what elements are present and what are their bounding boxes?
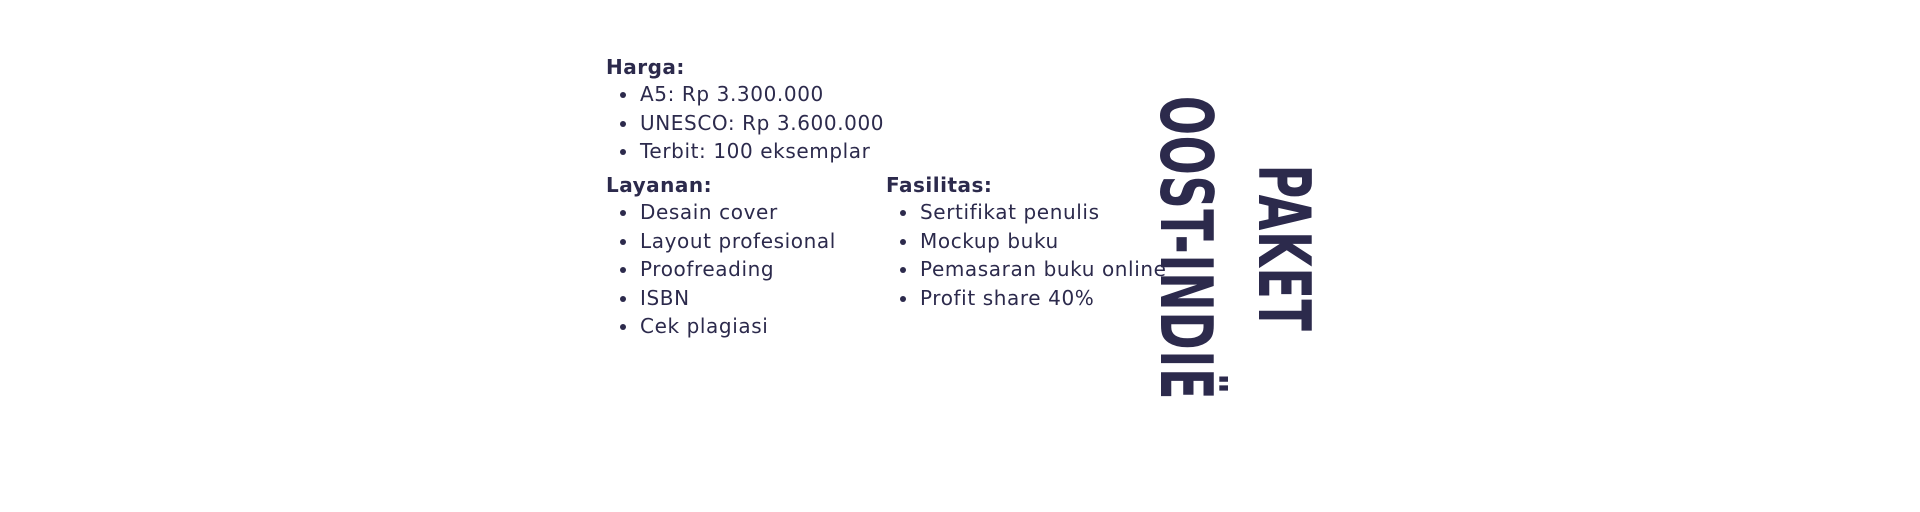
fasilitas-item-profit-share: Profit share 40%: [886, 284, 1167, 313]
harga-item-a5: A5: Rp 3.300.000: [606, 80, 884, 109]
package-title-line2: OOST-INDIË: [1144, 95, 1228, 401]
harga-item-unesco: UNESCO: Rp 3.600.000: [606, 109, 884, 138]
fasilitas-item-pemasaran: Pemasaran buku online: [886, 255, 1167, 284]
fasilitas-item-sertifikat: Sertifikat penulis: [886, 198, 1167, 227]
layanan-list: [606, 198, 836, 341]
layanan-item-proofreading: Proofreading: [606, 255, 836, 284]
fasilitas-item-mockup: Mockup buku: [886, 227, 1167, 256]
package-title-line1: PAKET: [1242, 164, 1326, 332]
harga-list: [606, 80, 884, 166]
layanan-item-isbn: ISBN: [606, 284, 836, 313]
layanan-item-cek-plagiasi: Cek plagiasi: [606, 312, 836, 341]
layanan-item-layout: Layout profesional: [606, 227, 836, 256]
layanan-heading: Layanan:: [606, 173, 713, 197]
harga-item-terbit: Terbit: 100 eksemplar: [606, 137, 884, 166]
package-title-rotated: [1137, 10, 1333, 485]
layanan-item-desain-cover: Desain cover: [606, 198, 836, 227]
fasilitas-heading: Fasilitas:: [886, 173, 993, 197]
fasilitas-list: [886, 198, 1167, 312]
harga-heading: Harga:: [606, 55, 685, 79]
